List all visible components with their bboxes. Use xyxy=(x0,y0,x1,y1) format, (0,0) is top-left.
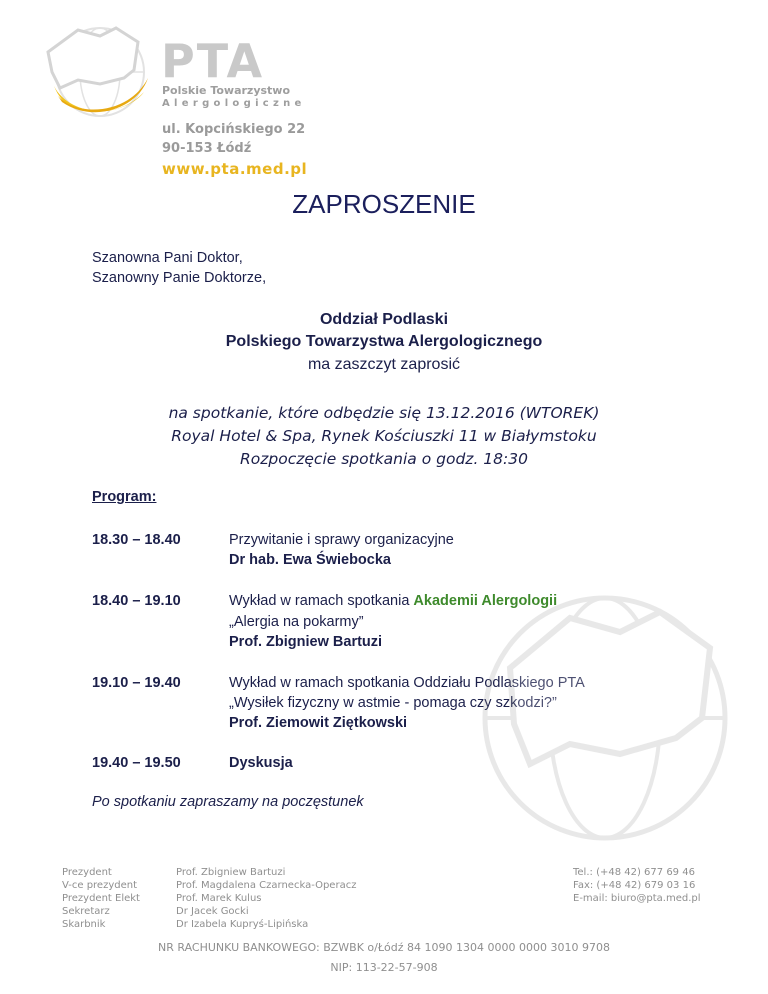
org-name-line1: Polskie Towarzystwo xyxy=(162,84,291,97)
program-lecture-title: „Alergia na pokarmy” xyxy=(229,614,364,630)
tax-id: NIP: 113-22-57-908 xyxy=(330,961,438,974)
address-street: ul. Kopcińskiego 22 xyxy=(162,122,306,137)
footer-email[interactable]: E-mail: biuro@pta.med.pl xyxy=(573,893,701,904)
pta-logo-icon xyxy=(38,22,168,122)
footer-name: Prof. Marek Kulus xyxy=(176,893,262,904)
org-name-line2: Alergologiczne xyxy=(162,98,306,109)
closing-note: Po spotkaniu zapraszamy na poczęstunek xyxy=(92,794,364,810)
footer-role: V-ce prezydent xyxy=(62,880,138,891)
inviter-line2: Polskiego Towarzystwa Alergologicznego xyxy=(225,333,543,350)
footer-role: Prezydent xyxy=(62,867,112,878)
logo-text: PTA xyxy=(161,34,265,88)
program-time: 18.30 – 18.40 xyxy=(92,532,181,548)
akademia-highlight: Akademii Alergologii xyxy=(413,593,558,609)
footer-contact xyxy=(573,866,701,905)
program-speaker: Dr hab. Ewa Świebocka xyxy=(229,552,391,568)
footer-name: Prof. Magdalena Czarnecka-Operacz xyxy=(176,880,357,891)
program-speaker: Prof. Zbigniew Bartuzi xyxy=(229,634,383,650)
document-title: ZAPROSZENIE xyxy=(292,189,476,219)
footer-name: Prof. Zbigniew Bartuzi xyxy=(176,867,286,878)
greeting-line1: Szanowna Pani Doktor, xyxy=(92,250,243,266)
greeting-line2: Szanowny Panie Doktorze, xyxy=(92,270,267,286)
inviter-line3: ma zaszczyt zaprosić xyxy=(307,356,461,373)
watermark-globe-icon xyxy=(470,588,740,848)
program-discussion: Dyskusja xyxy=(229,755,293,771)
address-city: 90-153 Łódź xyxy=(162,141,252,156)
footer-name: Dr Izabela Kupryś-Lipińska xyxy=(176,919,309,930)
footer-role: Skarbnik xyxy=(62,919,106,930)
footer-name: Dr Jacek Gocki xyxy=(176,906,249,917)
program-description: Wykład w ramach spotkania Oddziału Podlaskiego PTA xyxy=(229,675,585,691)
website-link[interactable]: www.pta.med.pl xyxy=(162,160,308,178)
program-time: 19.40 – 19.50 xyxy=(92,755,181,771)
program-time: 18.40 – 19.10 xyxy=(92,593,181,609)
footer-roles xyxy=(62,866,140,931)
meeting-venue: Royal Hotel & Spa, Rynek Kościuszki 11 w Białymstoku xyxy=(171,427,597,445)
footer-role: Sekretarz xyxy=(62,906,110,917)
meeting-start-time: Rozpoczęcie spotkania o godz. 18:30 xyxy=(240,450,528,468)
program-speaker: Prof. Ziemowit Ziętkowski xyxy=(229,715,408,731)
program-description-prefix: Wykład w ramach spotkania xyxy=(229,593,414,609)
program-heading: Program: xyxy=(92,489,157,505)
inviter-line1: Oddział Podlaski xyxy=(319,311,449,328)
footer-names xyxy=(176,866,356,931)
program-lecture-title: „Wysiłek fizyczny w astmie - pomaga czy szkodzi?” xyxy=(229,695,557,711)
program-time: 19.10 – 19.40 xyxy=(92,675,181,691)
meeting-date: na spotkanie, które odbędzie się 13.12.2016 (WTOREK) xyxy=(168,404,600,422)
program-description: Przywitanie i sprawy organizacyjne xyxy=(229,532,454,548)
footer-role: Prezydent Elekt xyxy=(62,893,140,904)
footer-phone: Tel.: (+48 42) 677 69 46 xyxy=(573,867,695,878)
footer-fax: Fax: (+48 42) 679 03 16 xyxy=(573,880,696,891)
bank-account: NR RACHUNKU BANKOWEGO: BZWBK o/Łódź 84 1090 1304 0000 0000 3010 9708 xyxy=(158,941,610,954)
